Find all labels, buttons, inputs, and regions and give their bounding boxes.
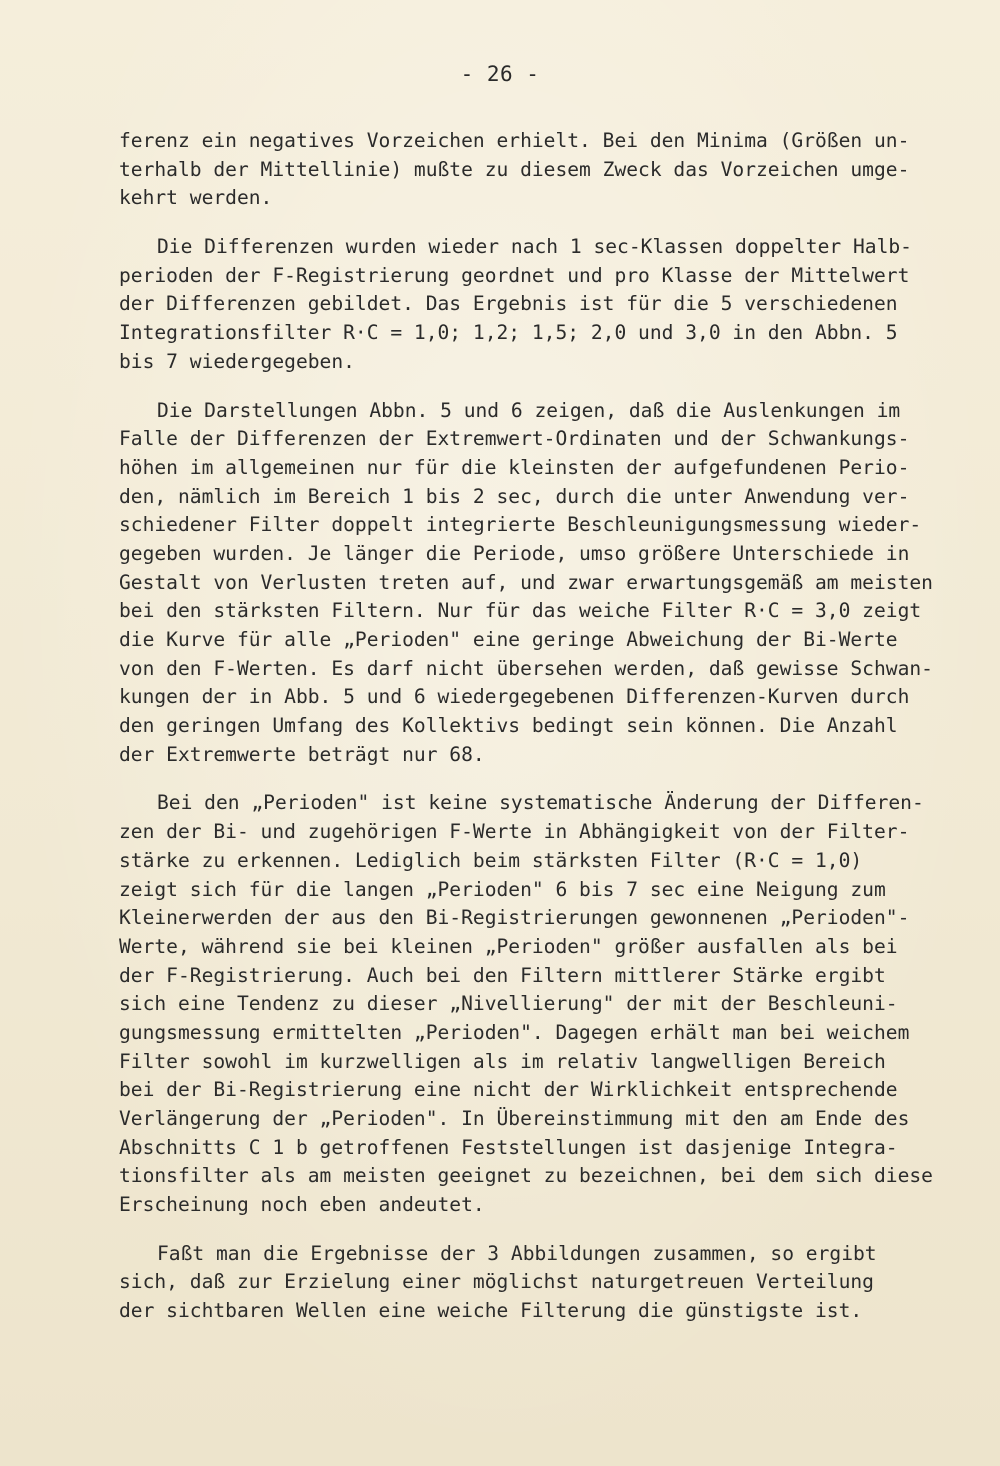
text-line: gegeben wurden. Je länger die Periode, umso größere Unterschiede in — [119, 541, 910, 565]
text-line: der sichtbaren Wellen eine weiche Filterung die günstigste ist. — [119, 1299, 863, 1323]
text-line: Abschnitts C 1 b getroffenen Feststellungen ist dasjenige Integra- — [119, 1135, 898, 1159]
text-line: den, nämlich im Bereich 1 bis 2 sec, durch die unter Anwendung ver- — [119, 484, 910, 508]
text-line: der F-Registrierung. Auch bei den Filtern mittlerer Stärke ergibt — [119, 963, 886, 987]
text-line: höhen im allgemeinen nur für die kleinsten der aufgefundenen Perio- — [119, 455, 910, 479]
text-line: tionsfilter als am meisten geeignet zu bezeichnen, bei dem sich diese — [119, 1164, 933, 1188]
text-line: der Differenzen gebildet. Das Ergebnis ist für die 5 verschiedenen — [119, 292, 898, 316]
text-line: Die Darstellungen Abbn. 5 und 6 zeigen, daß die Auslenkungen im — [157, 398, 901, 422]
paragraph — [119, 789, 933, 1219]
text-line: stärke zu erkennen. Lediglich beim stärksten Filter (R·C = 1,0) — [119, 848, 863, 872]
text-line: terhalb der Mittellinie) mußte zu diesem Zweck das Vorzeichen umge- — [119, 157, 910, 181]
text-line: perioden der F-Registrierung geordnet und pro Klasse der Mittelwert — [119, 263, 910, 287]
text-line: gungsmessung ermittelten „Perioden". Dagegen erhält man bei weichem — [119, 1020, 910, 1044]
text-line: Die Differenzen wurden wieder nach 1 sec-Klassen doppelter Halb- — [157, 235, 912, 259]
text-line: ferenz ein negatives Vorzeichen erhielt. Bei den Minima (Größen un- — [119, 129, 910, 152]
text-line: zeigt sich für die langen „Perioden" 6 bis 7 sec eine Neigung zum — [119, 877, 886, 901]
text-line: Verlängerung der „Perioden". In Übereinstimmung mit den am Ende des — [119, 1107, 910, 1130]
text-line: zen der Bi- und zugehörigen F-Werte in Abhängigkeit von der Filter- — [119, 820, 910, 844]
paragraph — [119, 127, 919, 213]
text-line: Falle der Differenzen der Extremwert-Ordinaten und der Schwankungs- — [119, 427, 910, 451]
text-line: von den F-Werten. Es darf nicht übersehen werden, daß gewisse Schwan- — [119, 656, 933, 680]
text-line: sich, daß zur Erzielung einer möglichst naturgetreuen Verteilung — [119, 1270, 874, 1294]
text-line: die Kurve für alle „Perioden" eine geringe Abweichung der Bi-Werte — [119, 628, 898, 651]
text-line: kungen der in Abb. 5 und 6 wiedergegebenen Differenzen-Kurven durch — [119, 685, 910, 709]
text-line: Filter sowohl im kurzwelligen als im relativ langwelligen Bereich — [119, 1049, 886, 1073]
text-line: schiedener Filter doppelt integrierte Beschleunigungsmessung wieder- — [119, 513, 922, 537]
text-line: sich eine Tendenz zu dieser „Nivellierung" der mit der Beschleuni- — [119, 992, 898, 1016]
text-line: bei den stärksten Filtern. Nur für das weiche Filter R·C = 3,0 zeigt — [119, 599, 922, 623]
text-line: Integrationsfilter R·C = 1,0; 1,2; 1,5; 2,0 und 3,0 in den Abbn. 5 — [119, 321, 898, 345]
text-line: der Extremwerte beträgt nur 68. — [119, 742, 485, 766]
text-line: Kleinerwerden der aus den Bi-Registrierungen gewonnenen „Perioden"- — [119, 906, 910, 930]
text-line: den geringen Umfang des Kollektivs bedingt sein können. Die Anzahl — [119, 714, 898, 738]
text-line: bei der Bi-Registrierung eine nicht der Wirklichkeit entsprechende — [119, 1078, 898, 1102]
paragraph — [119, 397, 933, 770]
body-text — [119, 127, 933, 1346]
text-line: bis 7 wiedergegeben. — [119, 349, 355, 373]
paragraph — [119, 1240, 919, 1326]
paragraph — [119, 233, 919, 376]
page-number: - 26 - — [460, 62, 540, 86]
text-line: Werte, während sie bei kleinen „Perioden" größer ausfallen als bei — [119, 934, 898, 958]
text-line: Gestalt von Verlusten treten auf, und zwar erwartungsgemäß am meisten — [119, 570, 933, 594]
text-line: Bei den „Perioden" ist keine systematische Änderung der Differen- — [157, 791, 924, 815]
text-line: Faßt man die Ergebnisse der 3 Abbildungen zusammen, so ergibt — [157, 1241, 877, 1265]
text-line: Erscheinung noch eben andeutet. — [119, 1193, 485, 1217]
text-line: kehrt werden. — [119, 186, 273, 210]
